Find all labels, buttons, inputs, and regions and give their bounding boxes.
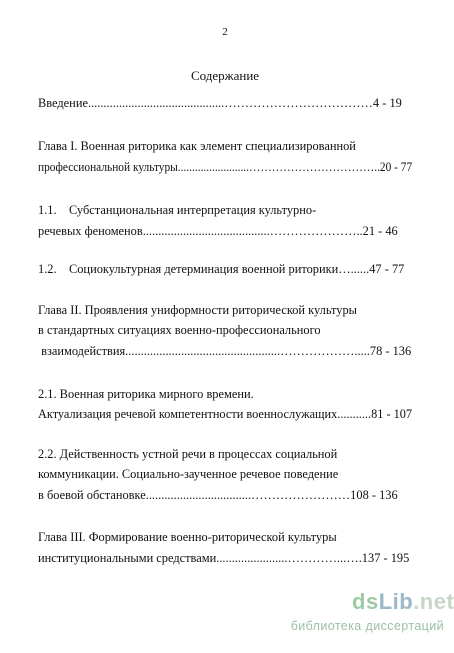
toc-line: профессиональной культуры.........................……………………………..20 - 77 — [38, 160, 413, 174]
toc-title: Содержание — [190, 68, 260, 83]
toc-entry-chapter-1 — [0, 139, 450, 154]
watermark-logo-lib: Lib — [378, 589, 414, 614]
toc-entry-2-2-cont2 — [0, 488, 450, 503]
watermark-logo-ds: ds — [352, 589, 379, 614]
watermark-logo-net: .net — [413, 589, 454, 614]
toc-entry-1-1-cont — [0, 224, 450, 239]
toc-entry-2-1 — [0, 387, 450, 402]
toc-entry-chapter-2-cont2 — [0, 344, 450, 359]
toc-line: 2.2. Действенность устной речи в процессах социальной — [38, 447, 338, 461]
toc-entry-chapter-2 — [0, 303, 450, 318]
toc-entry-chapter-3-cont — [0, 551, 450, 566]
toc-line: в стандартных ситуациях военно-профессионального — [38, 323, 321, 337]
toc-line: Глава I. Военная риторика как элемент специализированной — [38, 139, 356, 153]
toc-line: речевых феноменов.........................................…………………..21 - 46 — [38, 224, 398, 238]
watermark-subtitle: библиотека диссертаций — [290, 619, 444, 633]
toc-line: институциональными средствами.......................…………...….137 - 195 — [38, 551, 410, 565]
toc-line: взаимодействия..................................................……………….....78 - 136 — [38, 344, 412, 358]
toc-line: Глава II. Проявления униформности риторической культуры — [38, 303, 357, 317]
toc-line: 1.2. Социокультурная детерминация военной риторики…......47 - 77 — [38, 262, 405, 276]
toc-entry-2-2-cont — [0, 467, 450, 482]
toc-entry-2-2 — [0, 447, 450, 462]
toc-line: Глава III. Формирование военно-риторической культуры — [38, 530, 337, 544]
toc-entry-chapter-1-cont — [0, 160, 450, 175]
toc-line: 1.1. Субстанциональная интерпретация культурно- — [38, 203, 317, 217]
toc-line: Актуализация речевой компетентности военнослужащих...........81 - 107 — [38, 407, 413, 421]
toc-entry-2-1-cont — [0, 407, 450, 422]
toc-line: Введение............................................………………………………4 - 19 — [38, 96, 402, 110]
toc-entry-introduction — [0, 96, 450, 111]
toc-line: 2.1. Военная риторика мирного времени. — [38, 387, 254, 401]
toc-line: коммуникации. Социально-заученное речевое поведение — [38, 467, 339, 481]
page-number: 2 — [222, 26, 228, 38]
toc-entry-chapter-2-cont — [0, 323, 450, 338]
toc-entry-1-1 — [0, 203, 450, 218]
toc-entry-1-2 — [0, 262, 450, 277]
toc-line: в боевой обстановке..................................……………………108 - 136 — [38, 488, 398, 502]
toc-entry-chapter-3 — [0, 530, 450, 545]
watermark-logo — [352, 589, 454, 615]
